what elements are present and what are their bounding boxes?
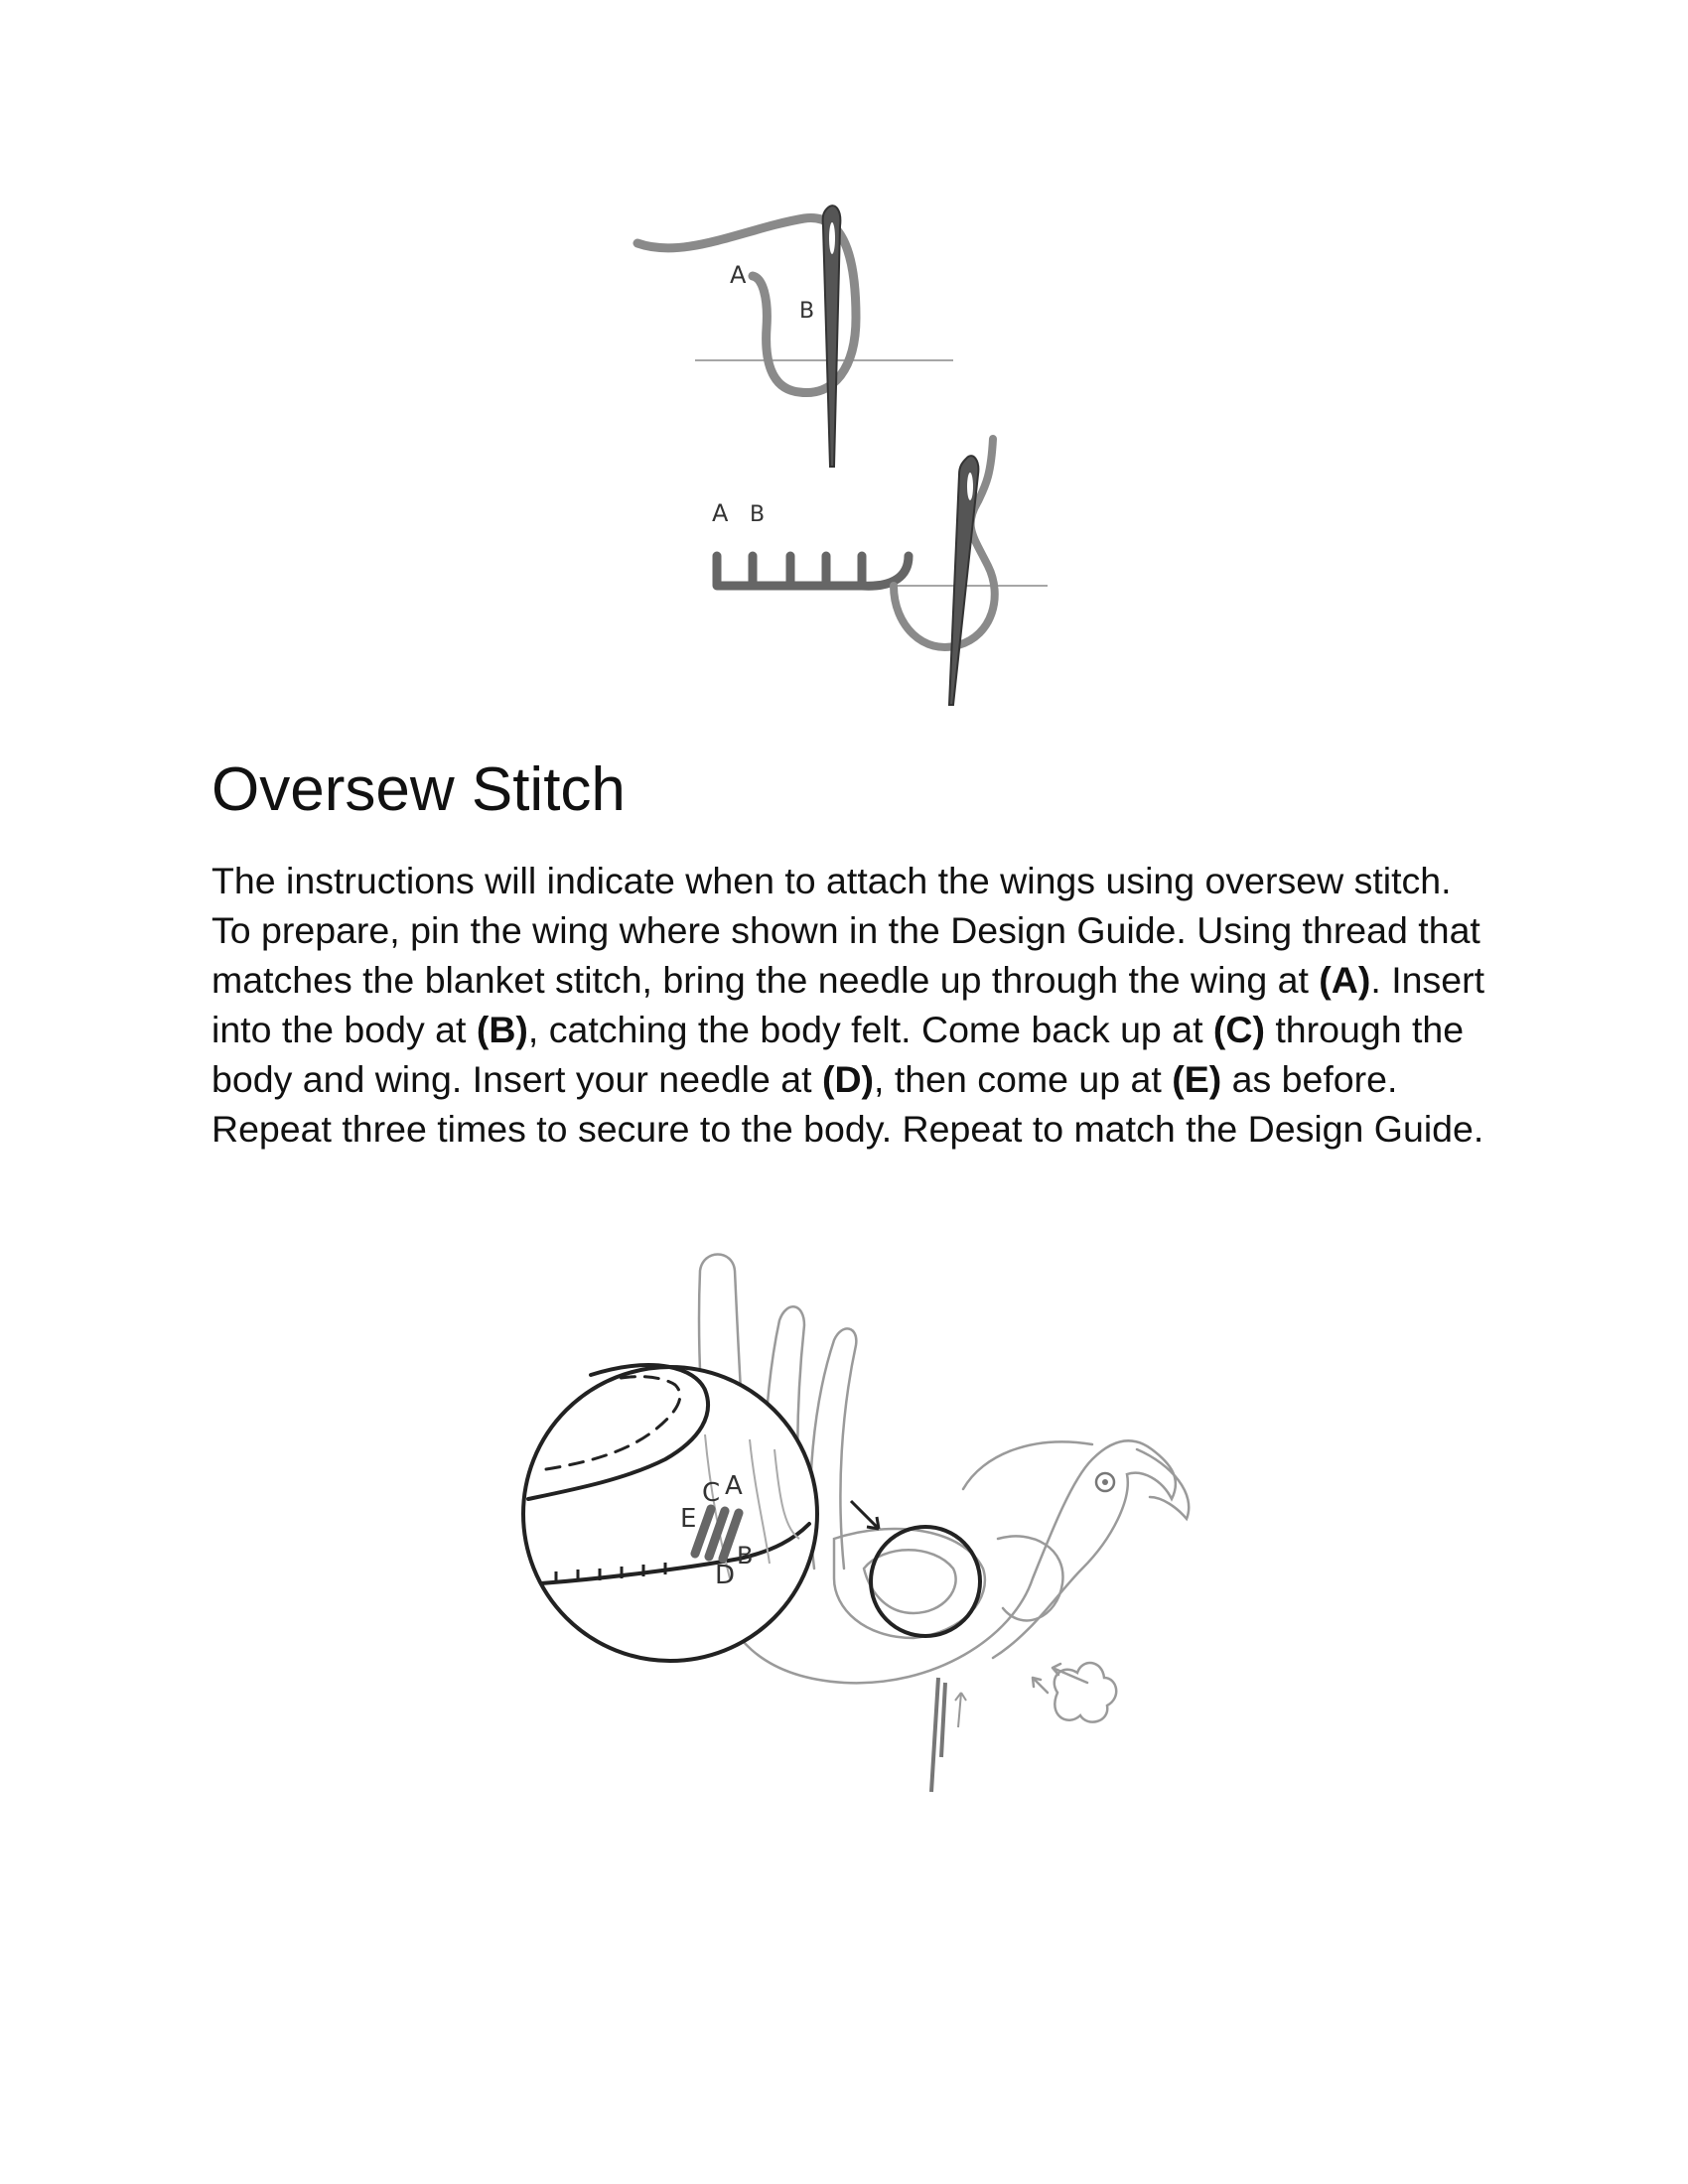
point-ref-a: (A) xyxy=(1319,959,1371,1001)
point-label-d: D xyxy=(715,1561,736,1590)
breast-patch xyxy=(998,1536,1062,1620)
paragraph-text: , catching the body felt. Come back up at xyxy=(527,1009,1213,1050)
point-label-a: A xyxy=(712,499,729,527)
detail-highlight-circle xyxy=(871,1527,980,1636)
paragraph-text: through the body and wing. Insert your needle at xyxy=(211,1009,1465,1100)
point-ref-b: (B) xyxy=(476,1009,528,1050)
instruction-paragraph xyxy=(211,856,1492,1154)
point-ref-d: (D) xyxy=(821,1058,875,1100)
stitch-arrow xyxy=(955,1693,966,1727)
point-label-b: B xyxy=(750,502,766,527)
blanket-stitches xyxy=(717,556,909,586)
point-label-a: A xyxy=(725,1471,743,1501)
section-title: Oversew Stitch xyxy=(211,755,626,824)
paragraph-text: , then come up at xyxy=(874,1058,1173,1100)
paragraph-text: The instructions will indicate when to attach the wings using oversew stitch. To prepare, pin the wing where shown in the Design Guide. Using thread that matches the blanket stitch, bring the needle up through the wing at xyxy=(211,860,1480,1001)
point-label-c: C xyxy=(702,1478,721,1508)
stitch-arrow xyxy=(1033,1678,1048,1693)
needle-icon xyxy=(949,456,978,705)
stake xyxy=(931,1678,945,1792)
paragraph-text: . Insert into the body at xyxy=(211,959,1484,1050)
point-ref-c: (C) xyxy=(1212,1009,1265,1050)
point-label-b: B xyxy=(799,299,815,324)
pointer-arrow xyxy=(851,1501,879,1529)
point-label-e: E xyxy=(680,1504,697,1534)
magnified-detail-circle xyxy=(523,1367,817,1661)
point-label-a: A xyxy=(730,261,747,289)
thread xyxy=(894,439,995,647)
blanket-stitch-diagram xyxy=(596,179,1112,735)
paragraph-text: as before. Repeat three times to secure to the body. Repeat to match the Design Guide. xyxy=(211,1058,1484,1150)
oversew-stitch-diagram xyxy=(516,1241,1211,1817)
point-label-b: B xyxy=(737,1542,754,1570)
point-ref-e: (E) xyxy=(1172,1058,1222,1100)
bird-head xyxy=(963,1441,1092,1489)
